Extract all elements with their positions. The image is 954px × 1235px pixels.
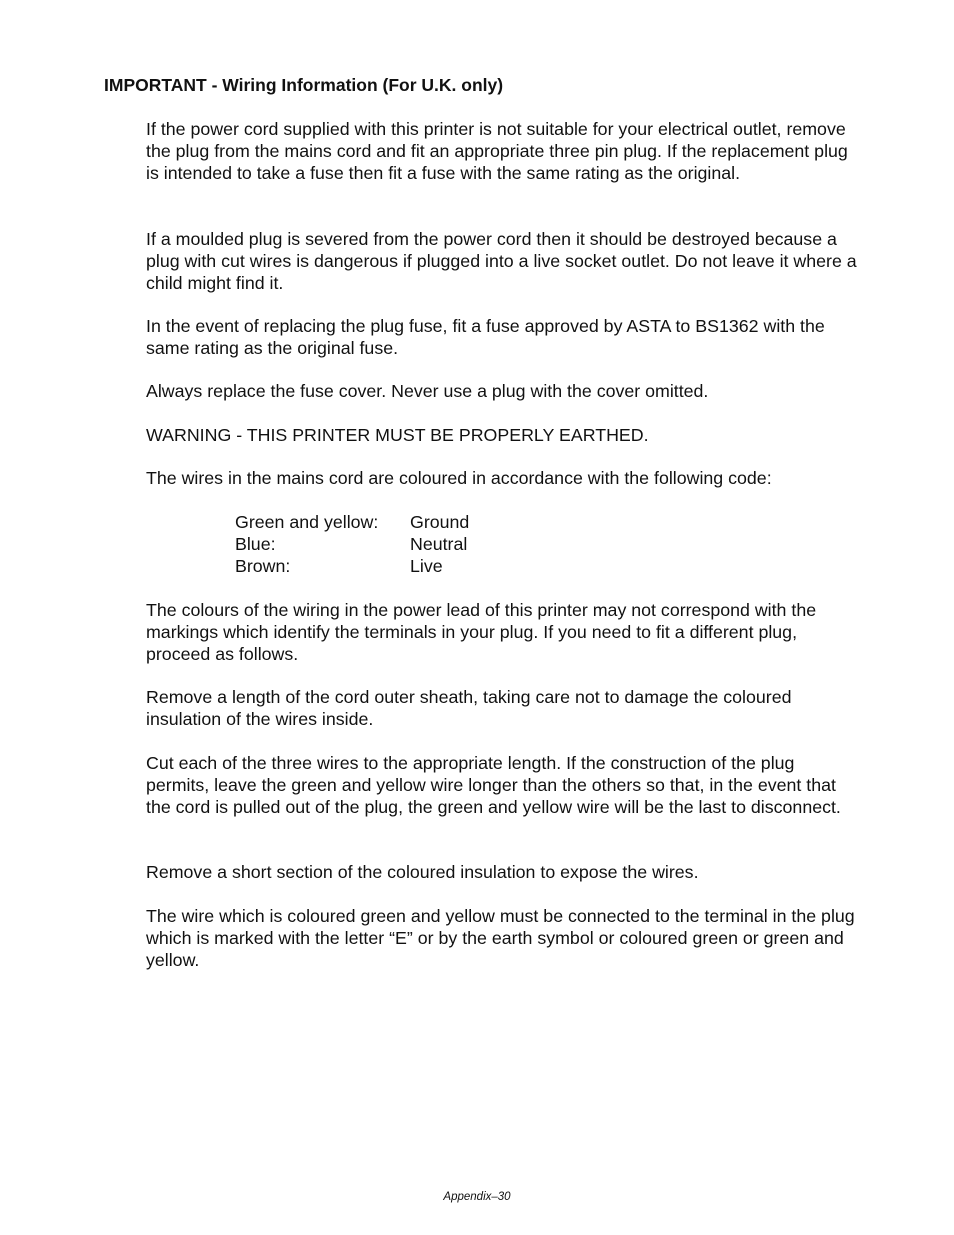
paragraph-wiring-colours: The colours of the wiring in the power lead of this printer may not correspond with the markings which identify the terminals in your plug. If you need to fit a different plug, proceed as follows. xyxy=(146,600,817,664)
paragraph-wire-code-intro: The wires in the mains cord are coloured in accordance with the following code: xyxy=(146,468,772,488)
wire-row xyxy=(235,511,469,533)
paragraph-warning: WARNING - THIS PRINTER MUST BE PROPERLY EARTHED. xyxy=(146,425,649,445)
paragraph-moulded-plug: If a moulded plug is severed from the power cord then it should be destroyed because a plug with cut wires is dangerous if plugged into a live socket outlet. Do not leave it where a child might find it. xyxy=(146,229,857,293)
wire-color-label: Green and yellow: xyxy=(235,512,379,532)
wire-code-table xyxy=(235,511,469,577)
wire-function-label: Neutral xyxy=(410,534,468,554)
wire-function-label: Live xyxy=(410,556,443,576)
paragraph-cut-wires: Cut each of the three wires to the appropriate length. If the construction of the plug permits, leave the green and yellow wire longer than the others so that, in the event that the cord is pulled out of the plug, the green and yellow wire will be the last to disconnect. xyxy=(146,753,841,817)
wire-function-label: Ground xyxy=(410,512,470,532)
wire-color-label: Brown: xyxy=(235,556,291,576)
section-heading: IMPORTANT - Wiring Information (For U.K. only) xyxy=(104,75,504,95)
wire-row xyxy=(235,533,469,555)
paragraph-earth-terminal: The wire which is coloured green and yellow must be connected to the terminal in the plug which is marked with the letter “E” or by the earth symbol or coloured green or green and yellow. xyxy=(146,906,855,970)
wire-color-label: Blue: xyxy=(235,534,276,554)
paragraph-insulation: Remove a short section of the coloured insulation to expose the wires. xyxy=(146,862,699,882)
paragraph-fuse-cover: Always replace the fuse cover. Never use a plug with the cover omitted. xyxy=(146,381,709,401)
paragraph-power-cord: If the power cord supplied with this printer is not suitable for your electrical outlet, remove the plug from the mains cord and fit an appropriate three pin plug. If the replacement plug is intended to take a fuse then fit a fuse with the same rating as the original. xyxy=(146,119,848,183)
paragraph-plug-fuse: In the event of replacing the plug fuse, fit a fuse approved by ASTA to BS1362 with the same rating as the original fuse. xyxy=(146,316,825,358)
paragraph-outer-sheath: Remove a length of the cord outer sheath, taking care not to damage the coloured insulation of the wires inside. xyxy=(146,687,792,729)
wire-row xyxy=(235,555,469,577)
page-footer: Appendix–30 xyxy=(443,1191,511,1203)
